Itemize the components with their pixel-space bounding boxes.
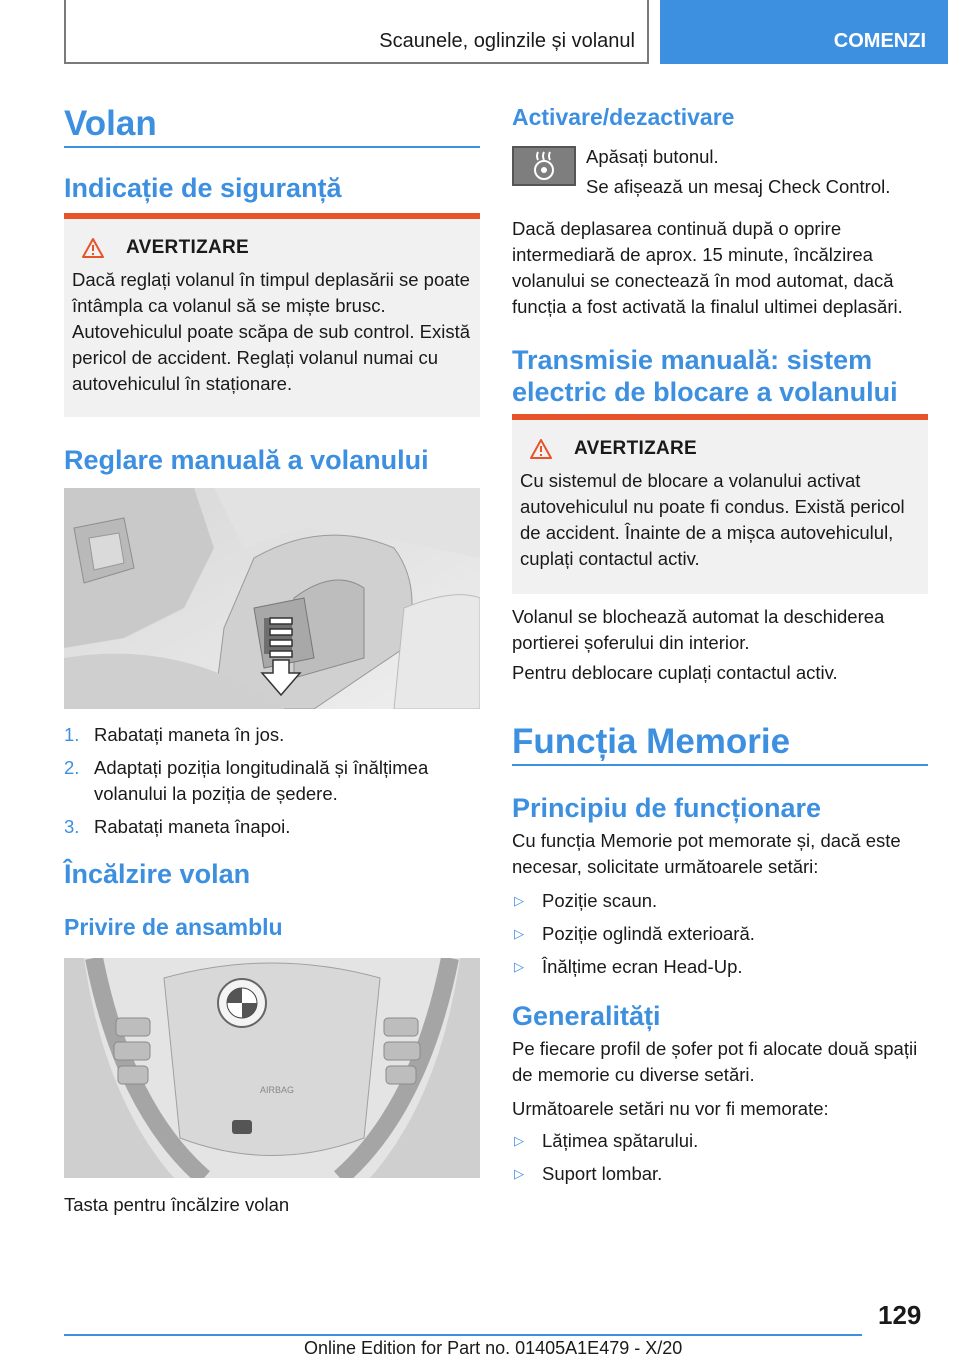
bullet-icon: ▷ [514,1133,524,1148]
activate-step-1: Apăsați butonul. [586,146,719,167]
heating-button-icon [512,146,576,186]
list-item: ▷ Lățimea spătarului. [512,1128,928,1154]
bullet-icon: ▷ [514,926,524,941]
memory-rule [512,764,928,766]
footer-edition: Online Edition for Part no. 01405A1E479 - X/20 [304,1338,683,1358]
list-item: 2. Adaptați poziția longitudinală și înălțimea volanului la poziția de ședere. [64,757,429,804]
list-item: ▷ Poziție scaun. [512,888,928,914]
warning-label-1: AVERTIZARE [126,237,249,258]
image-caption: Tasta pentru încălzire volan [64,1194,290,1215]
list-item: ▷ Poziție oglindă exterioară. [512,921,928,947]
safety-heading: Indicație de siguranță [64,173,342,203]
activate-heading: Activare/dezactivare [512,104,735,130]
page-title: Volan [64,104,157,143]
page-number: 129 [878,1300,922,1330]
steps-list [64,722,480,847]
warning-icon [82,238,104,258]
general-list [512,1128,928,1194]
principle-heading: Principiu de funcționare [512,793,822,823]
principle-paragraph: Cu funcția Memorie pot memorate și, dacă este necesar, solicitate următoarele setări: [512,830,901,877]
lock-paragraph-2: Pentru deblocare cuplați contactul activ. [512,662,838,683]
lock-paragraph-1: Volanul se blochează automat la deschiderea portierei șoferului din interior. [512,606,885,653]
bullet-icon: ▷ [514,893,524,908]
header-chapter-title: COMENZI [833,30,926,52]
activate-paragraph: Dacă deplasarea continuă după o oprire intermediară de aprox. 15 minute, încălzirea volanului se conectează în mod automat, dacă funcția a fost activată la finalul ultimei deplasări. [512,218,903,317]
list-item: ▷ Înălțime ecran Head-Up. [512,954,928,980]
list-item: 1. Rabatați maneta în jos. [64,724,285,745]
activate-step-2: Se afișează un mesaj Check Control. [586,176,891,197]
airbag-label: AIRBAG [260,1085,295,1095]
warning-label-2: AVERTIZARE [574,438,697,459]
steering-lock-heading: Transmisie manuală: sistem electric de blocare a volanului [512,345,898,407]
bullet-icon: ▷ [514,1166,524,1181]
principle-list [512,888,928,987]
header-chapter-tab [660,0,948,64]
footer-rule [64,1334,862,1336]
list-item: 3. Rabatați maneta înapoi. [64,816,291,837]
header-section-title: Scaunele, oglinzile și volanul [379,30,635,52]
general-paragraph-2: Următoarele setări nu vor fi memorate: [512,1098,829,1119]
manual-adjust-heading: Reglare manuală a volanului [64,445,429,475]
general-heading: Generalități [512,1001,661,1031]
warning-text-1: Dacă reglați volanul în timpul deplasării se poate întâmpla ca volanul să se miște brusc. Autovehiculul poate scăpa de sub control. Există pericol de accident. Reglați volanul numai cu autovehiculul în staționare. [72,269,470,394]
list-item: ▷ Suport lombar. [512,1161,928,1187]
warning-text-2: Cu sistemul de blocare a volanului activat autovehiculul nu poate fi condus. Există pericol de accident. Înainte de a mișca autovehiculul, cuplați contactul activ. [520,470,905,569]
header-section-box [64,0,649,64]
overview-heading: Privire de ansamblu [64,914,283,940]
title-rule [64,146,480,148]
memory-title: Funcția Memorie [512,722,791,761]
heating-heading: Încălzire volan [64,859,251,889]
warning-box-2 [512,414,928,594]
general-paragraph-1: Pe fiecare profil de șofer pot fi alocate două spații de memorie cu diverse setări. [512,1038,918,1085]
bullet-icon: ▷ [514,959,524,974]
steering-lever-illustration [64,488,480,709]
warning-box-1 [64,213,480,417]
steering-wheel-illustration [64,958,480,1178]
warning-icon [530,439,552,459]
